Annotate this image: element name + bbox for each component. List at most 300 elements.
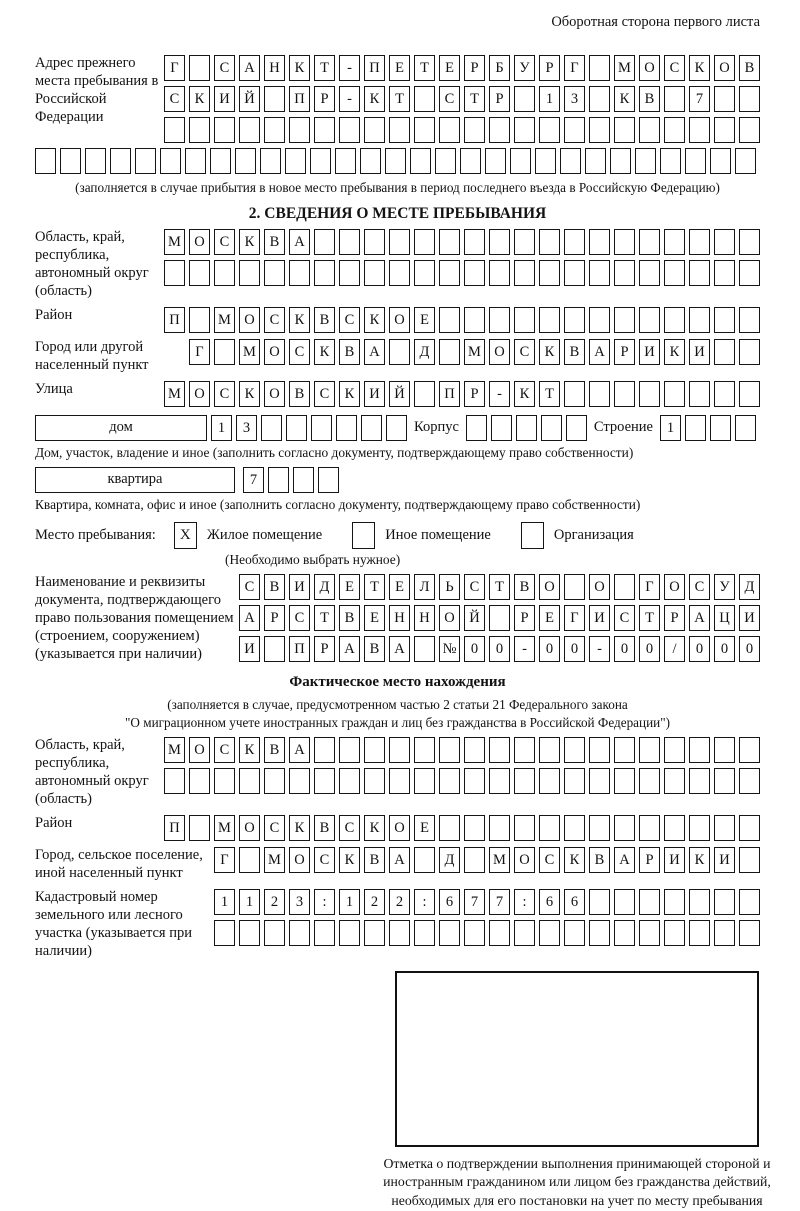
char-box[interactable]: Р xyxy=(464,55,485,81)
char-box[interactable] xyxy=(264,636,285,662)
char-box[interactable]: И xyxy=(714,847,735,873)
char-box[interactable]: С xyxy=(664,55,685,81)
char-box[interactable] xyxy=(589,117,610,143)
char-box[interactable]: А xyxy=(389,847,410,873)
char-box[interactable]: 2 xyxy=(264,889,285,915)
char-box[interactable]: С xyxy=(689,574,710,600)
char-box[interactable] xyxy=(314,260,335,286)
char-box[interactable] xyxy=(414,920,435,946)
char-box[interactable] xyxy=(539,815,560,841)
char-box[interactable] xyxy=(464,847,485,873)
char-box[interactable] xyxy=(264,117,285,143)
char-box[interactable] xyxy=(239,847,260,873)
char-box[interactable]: 2 xyxy=(364,889,385,915)
char-box[interactable] xyxy=(264,260,285,286)
char-box[interactable] xyxy=(414,260,435,286)
char-box[interactable] xyxy=(714,260,735,286)
char-box[interactable] xyxy=(439,260,460,286)
char-box[interactable] xyxy=(739,847,760,873)
char-box[interactable]: Н xyxy=(414,605,435,631)
char-box[interactable] xyxy=(339,260,360,286)
char-box[interactable]: М xyxy=(214,307,235,333)
char-box[interactable] xyxy=(414,737,435,763)
char-box[interactable] xyxy=(189,307,210,333)
char-box[interactable] xyxy=(564,920,585,946)
char-box[interactable]: О xyxy=(189,381,210,407)
char-box[interactable]: Л xyxy=(414,574,435,600)
char-box[interactable] xyxy=(289,920,310,946)
char-box[interactable] xyxy=(289,260,310,286)
char-box[interactable] xyxy=(560,148,581,174)
char-box[interactable] xyxy=(60,148,81,174)
char-box[interactable] xyxy=(389,260,410,286)
char-box[interactable] xyxy=(589,889,610,915)
char-box[interactable] xyxy=(639,307,660,333)
char-box[interactable]: К xyxy=(364,815,385,841)
char-box[interactable]: 1 xyxy=(211,415,232,441)
checkbox-inoe[interactable] xyxy=(352,522,375,549)
char-box[interactable]: Т xyxy=(464,86,485,112)
char-box[interactable] xyxy=(389,737,410,763)
char-box[interactable]: С xyxy=(264,307,285,333)
char-box[interactable] xyxy=(714,117,735,143)
char-box[interactable]: Е xyxy=(389,55,410,81)
char-box[interactable]: Е xyxy=(364,605,385,631)
char-box[interactable] xyxy=(564,768,585,794)
char-box[interactable] xyxy=(314,229,335,255)
char-box[interactable] xyxy=(318,467,339,493)
char-box[interactable] xyxy=(564,229,585,255)
char-box[interactable] xyxy=(614,381,635,407)
char-box[interactable]: К xyxy=(614,86,635,112)
char-box[interactable] xyxy=(339,737,360,763)
char-box[interactable] xyxy=(689,260,710,286)
char-box[interactable]: О xyxy=(264,381,285,407)
char-box[interactable]: 3 xyxy=(564,86,585,112)
char-box[interactable] xyxy=(539,307,560,333)
char-box[interactable]: О xyxy=(389,307,410,333)
char-box[interactable] xyxy=(514,260,535,286)
char-box[interactable]: О xyxy=(239,815,260,841)
char-box[interactable] xyxy=(689,815,710,841)
char-box[interactable]: И xyxy=(639,339,660,365)
char-box[interactable]: Н xyxy=(389,605,410,631)
char-box[interactable]: К xyxy=(514,381,535,407)
char-box[interactable] xyxy=(339,117,360,143)
char-box[interactable]: : xyxy=(314,889,335,915)
char-box[interactable]: У xyxy=(514,55,535,81)
char-box[interactable] xyxy=(460,148,481,174)
char-box[interactable] xyxy=(610,148,631,174)
char-box[interactable]: К xyxy=(289,307,310,333)
char-box[interactable] xyxy=(210,148,231,174)
char-box[interactable]: 3 xyxy=(236,415,257,441)
char-box[interactable]: Н xyxy=(264,55,285,81)
char-box[interactable] xyxy=(689,381,710,407)
char-box[interactable]: О xyxy=(589,574,610,600)
char-box[interactable]: С xyxy=(539,847,560,873)
char-box[interactable] xyxy=(189,260,210,286)
char-box[interactable] xyxy=(414,117,435,143)
char-box[interactable]: А xyxy=(239,605,260,631)
char-box[interactable]: И xyxy=(589,605,610,631)
char-box[interactable] xyxy=(714,229,735,255)
char-box[interactable] xyxy=(435,148,456,174)
char-box[interactable]: М xyxy=(464,339,485,365)
char-box[interactable] xyxy=(214,920,235,946)
char-box[interactable]: П xyxy=(439,381,460,407)
char-box[interactable] xyxy=(664,381,685,407)
char-box[interactable] xyxy=(539,768,560,794)
char-box[interactable] xyxy=(664,86,685,112)
char-box[interactable] xyxy=(689,889,710,915)
char-box[interactable]: А xyxy=(389,636,410,662)
char-box[interactable] xyxy=(710,415,731,441)
char-box[interactable]: / xyxy=(664,636,685,662)
char-box[interactable] xyxy=(714,86,735,112)
char-box[interactable]: О xyxy=(489,339,510,365)
char-box[interactable] xyxy=(489,920,510,946)
char-box[interactable]: Г xyxy=(639,574,660,600)
char-box[interactable]: Д xyxy=(739,574,760,600)
char-box[interactable] xyxy=(589,229,610,255)
char-box[interactable] xyxy=(714,815,735,841)
char-box[interactable] xyxy=(660,148,681,174)
char-box[interactable] xyxy=(439,339,460,365)
char-box[interactable]: О xyxy=(239,307,260,333)
char-box[interactable]: А xyxy=(689,605,710,631)
char-box[interactable]: В xyxy=(339,605,360,631)
char-box[interactable]: 7 xyxy=(464,889,485,915)
char-box[interactable]: Т xyxy=(489,574,510,600)
char-box[interactable] xyxy=(639,737,660,763)
char-box[interactable]: К xyxy=(239,229,260,255)
char-box[interactable] xyxy=(185,148,206,174)
char-box[interactable] xyxy=(514,307,535,333)
char-box[interactable]: 3 xyxy=(289,889,310,915)
char-box[interactable] xyxy=(739,86,760,112)
char-box[interactable]: В xyxy=(639,86,660,112)
char-box[interactable]: 0 xyxy=(639,636,660,662)
char-box[interactable] xyxy=(85,148,106,174)
char-box[interactable] xyxy=(235,148,256,174)
char-box[interactable]: И xyxy=(664,847,685,873)
char-box[interactable] xyxy=(414,847,435,873)
char-box[interactable]: М xyxy=(164,737,185,763)
char-box[interactable]: 1 xyxy=(539,86,560,112)
char-box[interactable]: В xyxy=(314,307,335,333)
char-box[interactable]: С xyxy=(614,605,635,631)
char-box[interactable] xyxy=(614,815,635,841)
char-box[interactable]: К xyxy=(289,815,310,841)
char-box[interactable] xyxy=(439,815,460,841)
char-box[interactable] xyxy=(289,117,310,143)
char-box[interactable]: 0 xyxy=(689,636,710,662)
char-box[interactable] xyxy=(464,229,485,255)
char-box[interactable] xyxy=(489,737,510,763)
char-box[interactable]: 1 xyxy=(339,889,360,915)
char-box[interactable] xyxy=(664,920,685,946)
char-box[interactable] xyxy=(585,148,606,174)
char-box[interactable]: 6 xyxy=(539,889,560,915)
char-box[interactable]: - xyxy=(489,381,510,407)
char-box[interactable] xyxy=(614,307,635,333)
char-box[interactable]: К xyxy=(239,737,260,763)
char-box[interactable]: В xyxy=(314,815,335,841)
char-box[interactable] xyxy=(491,415,512,441)
char-box[interactable] xyxy=(239,117,260,143)
char-box[interactable] xyxy=(239,768,260,794)
char-box[interactable] xyxy=(639,768,660,794)
char-box[interactable] xyxy=(739,260,760,286)
char-box[interactable]: В xyxy=(264,229,285,255)
char-box[interactable] xyxy=(614,920,635,946)
char-box[interactable] xyxy=(189,55,210,81)
char-box[interactable] xyxy=(514,920,535,946)
char-box[interactable] xyxy=(689,920,710,946)
char-box[interactable] xyxy=(364,737,385,763)
char-box[interactable]: П xyxy=(164,307,185,333)
char-box[interactable]: В xyxy=(364,636,385,662)
char-box[interactable]: К xyxy=(239,381,260,407)
char-box[interactable]: М xyxy=(614,55,635,81)
char-box[interactable] xyxy=(489,605,510,631)
char-box[interactable] xyxy=(386,415,407,441)
char-box[interactable]: С xyxy=(464,574,485,600)
char-box[interactable]: 0 xyxy=(714,636,735,662)
char-box[interactable]: Г xyxy=(189,339,210,365)
char-box[interactable] xyxy=(735,415,756,441)
char-box[interactable] xyxy=(714,737,735,763)
char-box[interactable]: О xyxy=(189,737,210,763)
char-box[interactable] xyxy=(464,737,485,763)
char-box[interactable] xyxy=(614,889,635,915)
char-box[interactable] xyxy=(589,307,610,333)
char-box[interactable]: Р xyxy=(489,86,510,112)
char-box[interactable] xyxy=(714,339,735,365)
char-box[interactable] xyxy=(260,148,281,174)
char-box[interactable] xyxy=(360,148,381,174)
char-box[interactable]: И xyxy=(239,636,260,662)
char-box[interactable]: М xyxy=(239,339,260,365)
char-box[interactable]: С xyxy=(264,815,285,841)
char-box[interactable]: Т xyxy=(389,86,410,112)
char-box[interactable] xyxy=(689,117,710,143)
char-box[interactable] xyxy=(689,768,710,794)
char-box[interactable] xyxy=(735,148,756,174)
char-box[interactable] xyxy=(414,86,435,112)
char-box[interactable]: Д xyxy=(314,574,335,600)
char-box[interactable] xyxy=(539,920,560,946)
char-box[interactable]: М xyxy=(214,815,235,841)
char-box[interactable]: Т xyxy=(539,381,560,407)
char-box[interactable] xyxy=(664,889,685,915)
char-box[interactable] xyxy=(714,307,735,333)
char-box[interactable]: 7 xyxy=(689,86,710,112)
char-box[interactable]: А xyxy=(289,229,310,255)
char-box[interactable] xyxy=(464,920,485,946)
char-box[interactable]: № xyxy=(439,636,460,662)
char-box[interactable]: Д xyxy=(439,847,460,873)
char-box[interactable] xyxy=(414,636,435,662)
char-box[interactable]: 0 xyxy=(739,636,760,662)
char-box[interactable]: О xyxy=(389,815,410,841)
char-box[interactable] xyxy=(714,920,735,946)
char-box[interactable] xyxy=(739,307,760,333)
char-box[interactable]: О xyxy=(264,339,285,365)
char-box[interactable] xyxy=(589,768,610,794)
char-box[interactable]: С xyxy=(314,847,335,873)
char-box[interactable] xyxy=(339,920,360,946)
char-box[interactable] xyxy=(589,86,610,112)
char-box[interactable] xyxy=(614,117,635,143)
checkbox-organizacia[interactable] xyxy=(521,522,544,549)
char-box[interactable]: - xyxy=(339,55,360,81)
char-box[interactable]: С xyxy=(339,815,360,841)
char-box[interactable]: Р xyxy=(314,86,335,112)
char-box[interactable] xyxy=(289,768,310,794)
char-box[interactable]: Е xyxy=(439,55,460,81)
char-box[interactable]: Г xyxy=(564,55,585,81)
char-box[interactable] xyxy=(664,768,685,794)
char-box[interactable]: С xyxy=(289,339,310,365)
char-box[interactable]: П xyxy=(289,636,310,662)
char-box[interactable] xyxy=(160,148,181,174)
char-box[interactable] xyxy=(264,86,285,112)
char-box[interactable] xyxy=(564,307,585,333)
char-box[interactable] xyxy=(310,148,331,174)
char-box[interactable]: Ц xyxy=(714,605,735,631)
char-box[interactable] xyxy=(739,920,760,946)
char-box[interactable] xyxy=(314,117,335,143)
char-box[interactable] xyxy=(539,737,560,763)
char-box[interactable]: 1 xyxy=(660,415,681,441)
char-box[interactable]: Б xyxy=(489,55,510,81)
char-box[interactable]: К xyxy=(364,86,385,112)
char-box[interactable] xyxy=(439,307,460,333)
char-box[interactable] xyxy=(614,260,635,286)
char-box[interactable] xyxy=(564,117,585,143)
char-box[interactable]: Т xyxy=(364,574,385,600)
char-box[interactable]: В xyxy=(264,574,285,600)
char-box[interactable]: С xyxy=(214,55,235,81)
char-box[interactable] xyxy=(639,920,660,946)
char-box[interactable]: О xyxy=(289,847,310,873)
char-box[interactable]: 6 xyxy=(439,889,460,915)
char-box[interactable] xyxy=(639,815,660,841)
char-box[interactable] xyxy=(414,768,435,794)
char-box[interactable] xyxy=(364,117,385,143)
char-box[interactable] xyxy=(489,307,510,333)
char-box[interactable]: Т xyxy=(314,55,335,81)
char-box[interactable]: О xyxy=(539,574,560,600)
char-box[interactable] xyxy=(214,339,235,365)
char-box[interactable] xyxy=(286,415,307,441)
char-box[interactable] xyxy=(264,920,285,946)
char-box[interactable]: А xyxy=(339,636,360,662)
char-box[interactable]: П xyxy=(164,815,185,841)
char-box[interactable]: А xyxy=(239,55,260,81)
char-box[interactable]: В xyxy=(289,381,310,407)
char-box[interactable]: Р xyxy=(264,605,285,631)
char-box[interactable]: 1 xyxy=(239,889,260,915)
char-box[interactable]: С xyxy=(439,86,460,112)
char-box[interactable]: 0 xyxy=(539,636,560,662)
char-box[interactable] xyxy=(439,117,460,143)
char-box[interactable]: - xyxy=(339,86,360,112)
char-box[interactable]: К xyxy=(314,339,335,365)
char-box[interactable] xyxy=(541,415,562,441)
char-box[interactable] xyxy=(739,381,760,407)
char-box[interactable] xyxy=(514,815,535,841)
char-box[interactable] xyxy=(439,768,460,794)
char-box[interactable]: О xyxy=(639,55,660,81)
char-box[interactable]: Т xyxy=(639,605,660,631)
char-box[interactable]: Й xyxy=(464,605,485,631)
char-box[interactable] xyxy=(414,229,435,255)
char-box[interactable] xyxy=(564,260,585,286)
char-box[interactable]: Т xyxy=(314,605,335,631)
char-box[interactable] xyxy=(564,815,585,841)
char-box[interactable]: С xyxy=(164,86,185,112)
char-box[interactable]: К xyxy=(339,381,360,407)
char-box[interactable] xyxy=(739,815,760,841)
char-box[interactable] xyxy=(589,815,610,841)
char-box[interactable]: Р xyxy=(614,339,635,365)
char-box[interactable] xyxy=(514,117,535,143)
char-box[interactable] xyxy=(135,148,156,174)
char-box[interactable] xyxy=(514,86,535,112)
char-box[interactable] xyxy=(614,574,635,600)
char-box[interactable]: В xyxy=(264,737,285,763)
char-box[interactable] xyxy=(710,148,731,174)
char-box[interactable]: В xyxy=(589,847,610,873)
char-box[interactable]: Р xyxy=(639,847,660,873)
char-box[interactable]: М xyxy=(489,847,510,873)
char-box[interactable]: Е xyxy=(414,815,435,841)
char-box[interactable] xyxy=(464,768,485,794)
char-box[interactable] xyxy=(339,229,360,255)
char-box[interactable]: М xyxy=(164,229,185,255)
char-box[interactable]: К xyxy=(364,307,385,333)
char-box[interactable] xyxy=(110,148,131,174)
char-box[interactable] xyxy=(361,415,382,441)
char-box[interactable] xyxy=(214,768,235,794)
char-box[interactable] xyxy=(335,148,356,174)
char-box[interactable]: Р xyxy=(514,605,535,631)
char-box[interactable]: О xyxy=(664,574,685,600)
char-box[interactable] xyxy=(189,815,210,841)
char-box[interactable]: И xyxy=(739,605,760,631)
char-box[interactable]: И xyxy=(364,381,385,407)
char-box[interactable]: Р xyxy=(314,636,335,662)
char-box[interactable] xyxy=(464,117,485,143)
char-box[interactable] xyxy=(464,307,485,333)
char-box[interactable]: Р xyxy=(464,381,485,407)
char-box[interactable]: О xyxy=(189,229,210,255)
char-box[interactable] xyxy=(539,229,560,255)
char-box[interactable] xyxy=(664,229,685,255)
char-box[interactable]: Ь xyxy=(439,574,460,600)
char-box[interactable] xyxy=(414,381,435,407)
char-box[interactable] xyxy=(564,574,585,600)
char-box[interactable] xyxy=(364,229,385,255)
char-box[interactable]: 2 xyxy=(389,889,410,915)
char-box[interactable] xyxy=(314,737,335,763)
char-box[interactable] xyxy=(639,381,660,407)
char-box[interactable] xyxy=(739,768,760,794)
char-box[interactable]: В xyxy=(339,339,360,365)
